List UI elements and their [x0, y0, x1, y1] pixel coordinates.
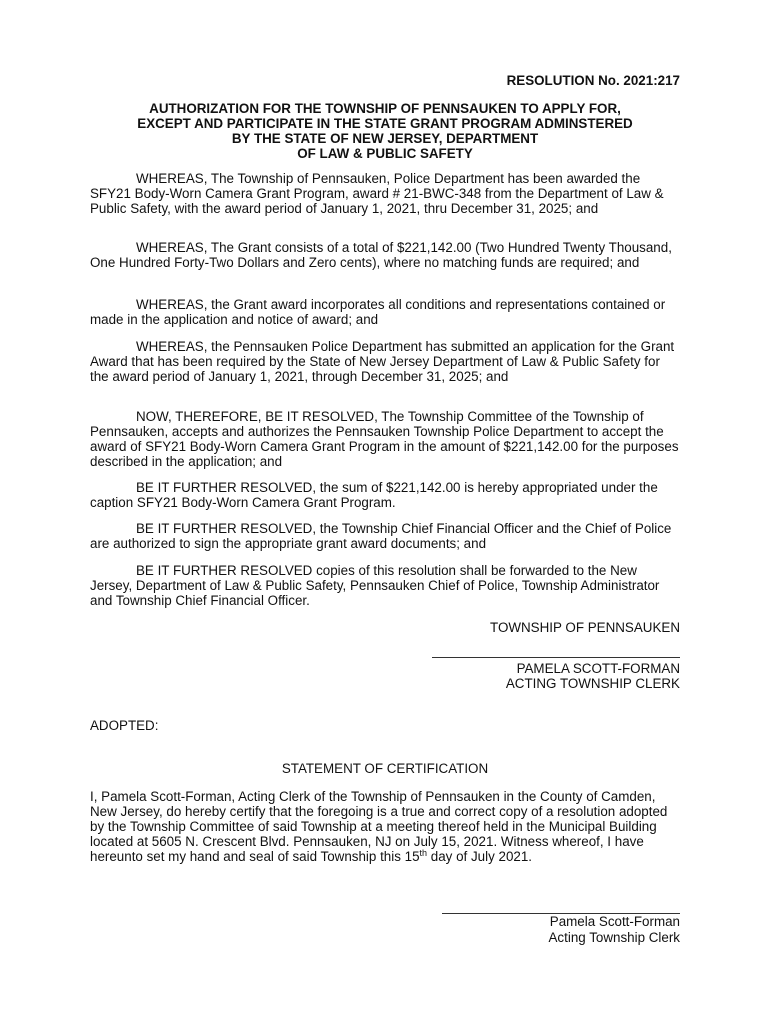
further-resolved-appropriation-paragraph: BE IT FURTHER RESOLVED, the sum of $221,142.00 is hereby appropriated under the caption SFY21 Body-Worn Camera Grant Program. [90, 480, 658, 510]
whereas-conditions-paragraph: WHEREAS, the Grant award incorporates all conditions and representations contained or made in the application and notice of award; and [90, 297, 666, 327]
whereas-application-paragraph: WHEREAS, the Pennsauken Police Department has submitted an application for the Grant Award that has been required by the State of New Jersey Department of Law & Public Safety for the award period of January 1, 2021, through December 31, 2025; and [90, 339, 675, 384]
title-line: OF LAW & PUBLIC SAFETY [297, 146, 473, 161]
whereas-award-paragraph: WHEREAS, The Township of Pennsauken, Police Department has been awarded the SFY21 Body-Worn Camera Grant Program, award # 21-BWC-348 from the Department of Law & Public Safety, with the award period of January 1, 2021, thru December 31, 2025; and [90, 171, 664, 216]
signature-line [432, 657, 680, 658]
further-resolved-signing-paragraph: BE IT FURTHER RESOLVED, the Township Chief Financial Officer and the Chief of Police are authorized to sign the appropriate grant award documents; and [90, 521, 672, 551]
signature-title: ACTING TOWNSHIP CLERK [505, 676, 680, 691]
signature-entity: TOWNSHIP OF PENNSAUKEN [490, 620, 680, 635]
adopted-label: ADOPTED: [90, 718, 159, 733]
certification-heading: STATEMENT OF CERTIFICATION [281, 761, 489, 776]
resolution-title [90, 101, 680, 161]
whereas-grant-total-paragraph: WHEREAS, The Grant consists of a total of $221,142.00 (Two Hundred Twenty Thousand, One Hundred Forty-Two Dollars and Zero cents), where no matching funds are required; and [90, 240, 672, 270]
resolved-paragraph: NOW, THEREFORE, BE IT RESOLVED, The Township Committee of the Township of Pennsauken, accepts and authorizes the Pennsauken Township Police Department to accept the award of SFY21 Body-Worn Camera Grant Program in the amount of $221,142.00 for the purposes described in the application; and [90, 409, 679, 469]
certification-body-text: I, Pamela Scott-Forman, Acting Clerk of the Township of Pennsauken in the County of Camden, New Jersey, do hereby certify that the foregoing is a true and correct copy of a resolution adopted by the Township Committee of said Township at a meeting thereof held in the Municipal Building located at 5605 N. Crescent Blvd. Pennsauken, NJ on July 15, 2021. Witness whereof, I have hereunto set my hand and seal of said Township this 15 [90, 789, 668, 864]
certification-signer-name: Pamela Scott-Forman [549, 914, 680, 929]
signature-name: PAMELA SCOTT-FORMAN [516, 661, 680, 676]
title-line: BY THE STATE OF NEW JERSEY, DEPARTMENT [231, 131, 539, 146]
title-line: EXCEPT AND PARTICIPATE IN THE STATE GRANT PROGRAM ADMINSTERED [137, 116, 633, 131]
certification-body-end: day of July 2021. [427, 849, 533, 864]
ordinal-suffix: th [419, 848, 428, 858]
title-line: AUTHORIZATION FOR THE TOWNSHIP OF PENNSAUKEN TO APPLY FOR, [149, 101, 621, 116]
further-resolved-copies-paragraph: BE IT FURTHER RESOLVED copies of this resolution shall be forwarded to the New Jersey, Department of Law & Public Safety, Pennsauken Chief of Police, Township Administrator and Township Chief Financial Officer. [90, 563, 660, 608]
certification-signer-title: Acting Township Clerk [548, 930, 680, 945]
resolution-number: RESOLUTION No. 2021:217 [506, 73, 680, 88]
certification-body [90, 789, 680, 864]
